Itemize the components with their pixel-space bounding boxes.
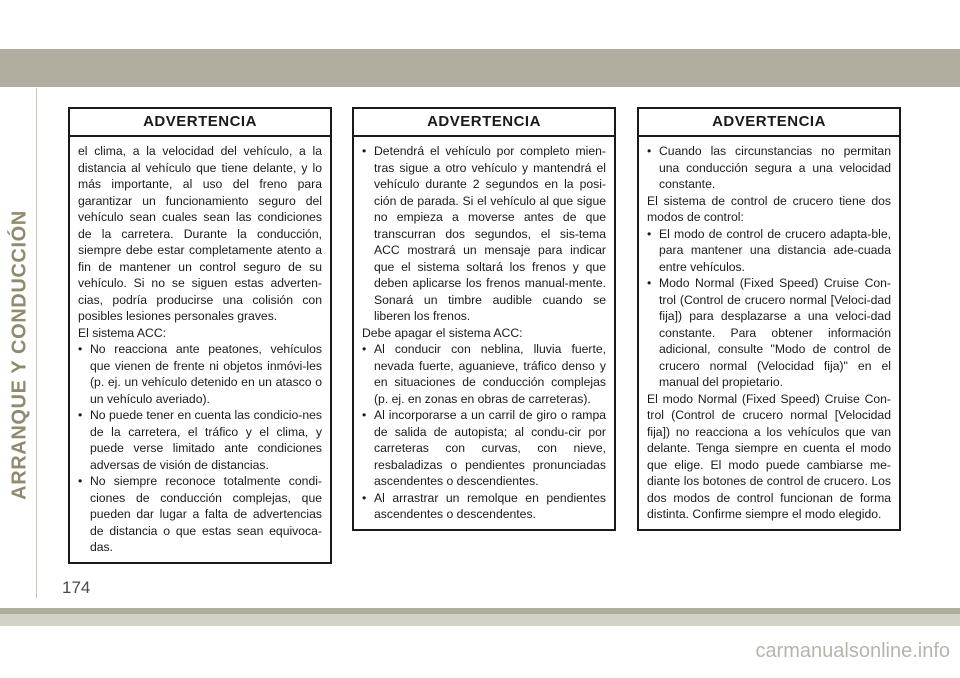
page-number: 174 [62, 578, 91, 597]
warning-heading: ADVERTENCIA [70, 109, 330, 137]
warning-paragraph: El modo Normal (Fixed Speed) Cruise Con-trol (Control de crucero normal [Velocidad fija]) no reacciona a los vehículos que van delante. Tenga siempre en cuenta el modo que elige. El modo puede cambiarse me-diante los botones de control de crucero. Los dos modos de control funcionan de forma distinta. Confirme siempre el modo elegido. [647, 391, 891, 521]
list-item: • Detendrá el vehículo por completo mien-tras sigue a otro vehículo y mantendrá el vehículo durante 2 segundos en la posi-ción de parada. Si el vehículo al que sigue no empieza a moverse antes de que transcurran dos segundos, el sis-tema ACC mostrará un mensaje para indicar que el sistema soltará los frenos y que deben aplicarse los frenos manual-mente. Sonará un timbre audible cuando se liberen los frenos. [362, 143, 606, 325]
list-item: • Modo Normal (Fixed Speed) Cruise Con-trol (Control de crucero normal [Veloci-dad fija]) para desplazarse a una veloci-dad constante. Para obtener información adicional, consulte "Modo de control de crucero normal (Velocidad fija)" en el manual del propietario. [647, 275, 891, 391]
header-band [0, 49, 960, 87]
warning-body [354, 137, 614, 529]
section-divider-line [36, 88, 37, 598]
warning-list [647, 143, 891, 193]
warning-box-3 [637, 107, 901, 531]
list-item: • El modo de control de crucero adapta-ble, para mantener una distancia ade-cuada entre vehículos. [647, 226, 891, 276]
list-item: • Al incorporarse a un carril de giro o rampa de salida de autopista; al condu-cir por carreteras con curvas, con nieve, resbaladizas o pendientes pronunciadas ascendentes o descendientes. [362, 407, 606, 490]
warning-paragraph: El sistema ACC: [78, 325, 167, 340]
list-item: • Cuando las circunstancias no permitan una conducción segura a una velocidad constante. [647, 143, 891, 193]
warning-paragraph: el clima, a la velocidad del vehículo, a la distancia al vehículo que tiene delante, y lo más importante, al uso del freno para garantizar un funcionamiento seguro del vehículo sean cuales sean las condiciones de la carretera. Durante la conducción, siempre debe estar completamente atento a fin de mantener un control seguro de su vehículo. Si no se siguen estas adverten-cias, podría producirse una colisión con posibles lesiones personales graves. [78, 144, 322, 323]
warning-box-1 [68, 107, 332, 564]
top-margin [0, 0, 960, 49]
watermark-text: carmanualsonline.info [755, 640, 950, 662]
warning-box-2 [352, 107, 616, 531]
warning-list [362, 341, 606, 523]
list-item: • No reacciona ante peatones, vehículos que vienen de frente ni objetos inmóvi-les (p. ej. un vehículo detenido en un atasco o un vehículo averiado). [78, 341, 322, 407]
list-item: • Al conducir con neblina, lluvia fuerte, nevada fuerte, aguanieve, tráfico denso y en situaciones de conducción complejas (p. ej. en zonas en obras de carreteras). [362, 341, 606, 407]
warning-heading: ADVERTENCIA [354, 109, 614, 137]
list-item: • No siempre reconoce totalmente condi-ciones de conducción complejas, que pueden dar lugar a falta de advertencias de distancia o que estas sean equivoca-das. [78, 473, 322, 556]
warning-body [639, 137, 899, 529]
warning-list [647, 226, 891, 391]
warning-list [362, 143, 606, 325]
list-item: • Al arrastrar un remolque en pendientes ascendentes o descendentes. [362, 490, 606, 523]
warning-list [78, 341, 322, 556]
footer-band [0, 614, 960, 626]
warning-heading: ADVERTENCIA [639, 109, 899, 137]
warning-body [70, 137, 330, 562]
warning-paragraph: Debe apagar el sistema ACC: [362, 325, 523, 340]
section-title: ARRANQUE Y CONDUCCIÓN [8, 210, 31, 500]
warning-paragraph: El sistema de control de crucero tiene dos modos de control: [647, 193, 891, 224]
list-item: • No puede tener en cuenta las condicio-nes de la carretera, el tráfico y el clima, y puede verse limitado ante condiciones adversas de visión de distancias. [78, 407, 322, 473]
